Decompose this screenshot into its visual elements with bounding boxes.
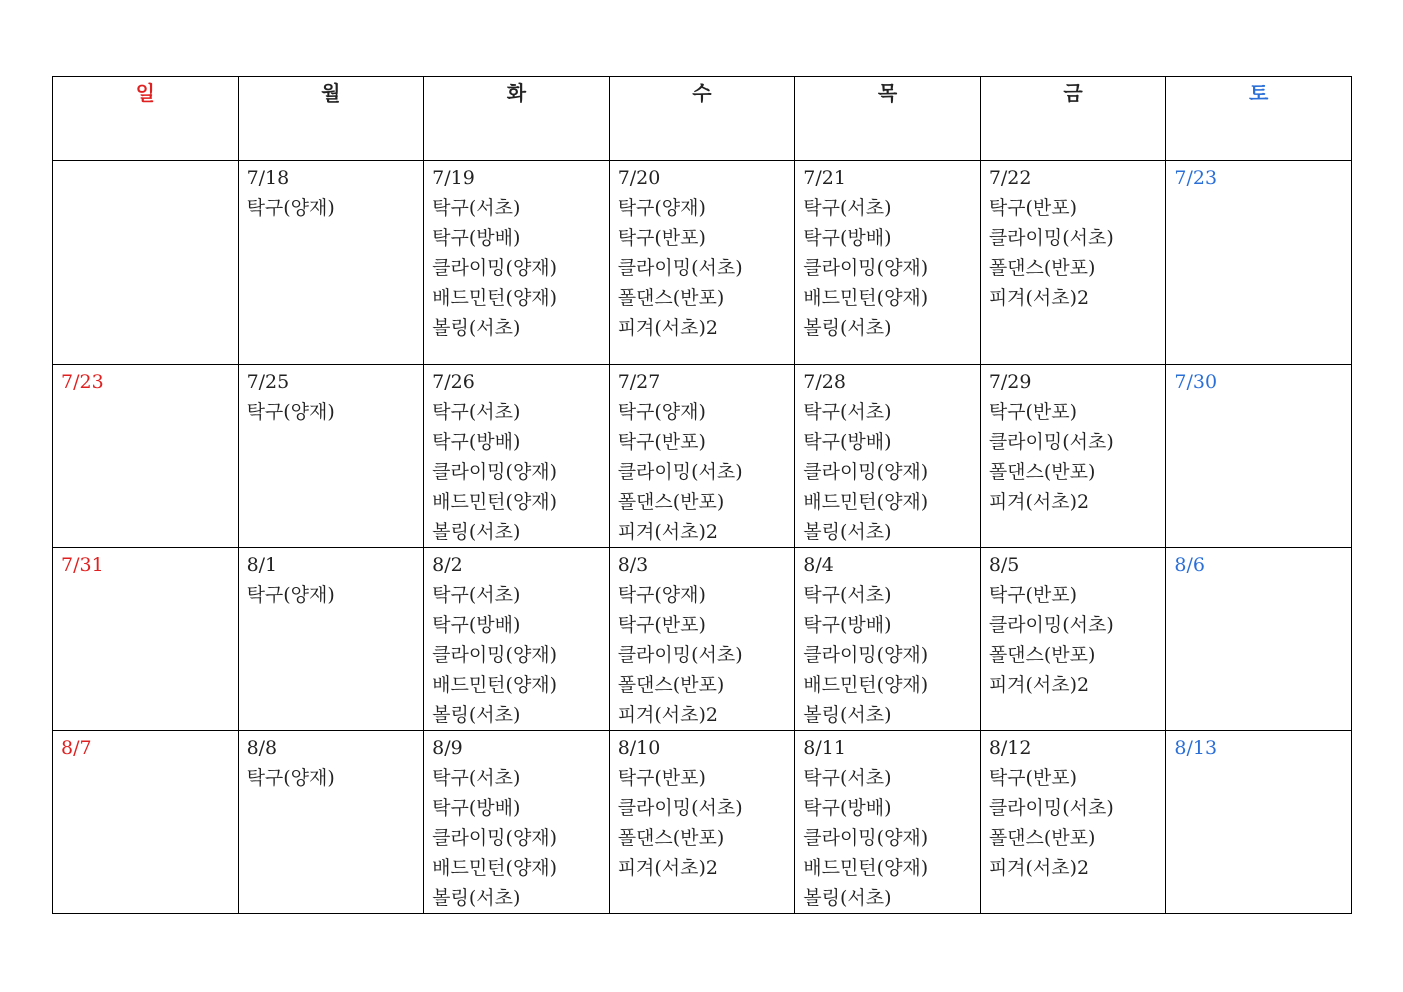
activity-item: 클라이밍(서초) bbox=[617, 257, 743, 279]
day-cell-sunday[interactable] bbox=[53, 161, 239, 365]
day-cell-tuesday[interactable] bbox=[424, 161, 610, 365]
header-wednesday: 수 bbox=[609, 77, 795, 161]
day-cell-monday[interactable] bbox=[238, 161, 424, 365]
day-date: 7/18 bbox=[246, 167, 290, 189]
day-cell-sunday[interactable] bbox=[53, 548, 239, 731]
activity-item: 폴댄스(반포) bbox=[617, 287, 725, 309]
day-cell-saturday[interactable] bbox=[1166, 731, 1352, 914]
header-monday: 월 bbox=[238, 77, 424, 161]
activity-item: 탁구(반포) bbox=[617, 767, 706, 789]
day-date: 7/23 bbox=[61, 371, 104, 393]
activity-item: 피겨(서초)2 bbox=[617, 317, 719, 339]
activity-item: 클라이밍(양재) bbox=[803, 644, 929, 666]
day-date: 8/9 bbox=[432, 737, 463, 759]
activity-item: 클라이밍(양재) bbox=[432, 257, 558, 279]
activity-item: 탁구(양재) bbox=[246, 584, 335, 606]
day-cell-thursday[interactable] bbox=[795, 365, 981, 548]
day-date: 8/8 bbox=[246, 737, 278, 759]
activity-item: 폴댄스(반포) bbox=[617, 491, 725, 513]
activity-item: 탁구(양재) bbox=[617, 584, 706, 606]
week-row bbox=[53, 365, 1352, 548]
activity-item: 볼링(서초) bbox=[803, 317, 892, 339]
activity-item: 배드민턴(양재) bbox=[432, 674, 558, 696]
day-cell-saturday[interactable] bbox=[1166, 548, 1352, 731]
activity-item: 탁구(방배) bbox=[803, 227, 892, 249]
week-row bbox=[53, 731, 1352, 914]
activity-item: 탁구(서초) bbox=[803, 767, 892, 789]
day-date: 7/19 bbox=[432, 167, 475, 189]
day-date: 7/29 bbox=[988, 371, 1032, 393]
activity-item: 탁구(서초) bbox=[432, 401, 521, 423]
calendar-table bbox=[52, 76, 1352, 914]
day-cell-wednesday[interactable] bbox=[609, 365, 795, 548]
activity-item: 클라이밍(양재) bbox=[432, 461, 558, 483]
activity-item: 배드민턴(양재) bbox=[803, 287, 929, 309]
activity-item: 탁구(방배) bbox=[432, 797, 521, 819]
activity-item: 배드민턴(양재) bbox=[432, 287, 558, 309]
activity-item: 탁구(양재) bbox=[246, 401, 335, 423]
activity-item: 클라이밍(양재) bbox=[803, 257, 929, 279]
week-row bbox=[53, 161, 1352, 365]
activity-item: 폴댄스(반포) bbox=[617, 674, 725, 696]
header-thursday: 목 bbox=[795, 77, 981, 161]
activity-item: 볼링(서초) bbox=[803, 521, 892, 543]
activity-item: 피겨(서초)2 bbox=[617, 704, 719, 726]
week-row bbox=[53, 548, 1352, 731]
day-cell-wednesday[interactable] bbox=[609, 161, 795, 365]
activity-item: 볼링(서초) bbox=[432, 317, 521, 339]
weekday-header-row bbox=[53, 77, 1352, 161]
activity-item: 폴댄스(반포) bbox=[988, 257, 1096, 279]
day-date: 7/21 bbox=[803, 167, 846, 189]
day-date: 8/7 bbox=[61, 737, 92, 759]
activity-item: 탁구(반포) bbox=[988, 767, 1078, 789]
activity-item: 볼링(서초) bbox=[432, 887, 521, 909]
day-cell-saturday[interactable] bbox=[1166, 365, 1352, 548]
day-cell-thursday[interactable] bbox=[795, 548, 981, 731]
day-date: 8/2 bbox=[432, 554, 463, 576]
day-cell-saturday[interactable] bbox=[1166, 161, 1352, 365]
day-date: 8/10 bbox=[617, 737, 661, 759]
header-tuesday: 화 bbox=[424, 77, 610, 161]
activity-item: 피겨(서초)2 bbox=[988, 674, 1090, 696]
activity-item: 클라이밍(서초) bbox=[988, 431, 1114, 453]
day-cell-wednesday[interactable] bbox=[609, 731, 795, 914]
day-date: 7/20 bbox=[617, 167, 661, 189]
day-cell-monday[interactable] bbox=[238, 731, 424, 914]
activity-item: 배드민턴(양재) bbox=[432, 491, 558, 513]
activity-item: 탁구(양재) bbox=[246, 767, 335, 789]
day-date: 7/30 bbox=[1174, 371, 1218, 393]
activity-item: 탁구(반포) bbox=[617, 614, 706, 636]
day-cell-monday[interactable] bbox=[238, 548, 424, 731]
day-cell-thursday[interactable] bbox=[795, 731, 981, 914]
day-date: 7/22 bbox=[988, 167, 1032, 189]
activity-item: 탁구(반포) bbox=[617, 431, 706, 453]
activity-item: 폴댄스(반포) bbox=[988, 644, 1096, 666]
activity-item: 탁구(서초) bbox=[803, 401, 892, 423]
day-date: 8/5 bbox=[988, 554, 1020, 576]
day-date: 7/28 bbox=[803, 371, 846, 393]
day-date: 8/3 bbox=[617, 554, 649, 576]
activity-item: 탁구(서초) bbox=[803, 584, 892, 606]
day-date: 7/27 bbox=[617, 371, 661, 393]
day-date: 8/12 bbox=[988, 737, 1032, 759]
day-date: 7/25 bbox=[246, 371, 290, 393]
day-date: 7/23 bbox=[1174, 167, 1218, 189]
activity-item: 폴댄스(반포) bbox=[617, 827, 725, 849]
day-date: 8/11 bbox=[803, 737, 846, 759]
day-cell-friday[interactable] bbox=[980, 161, 1166, 365]
activity-item: 탁구(방배) bbox=[432, 227, 521, 249]
day-cell-thursday[interactable] bbox=[795, 161, 981, 365]
activity-item: 클라이밍(서초) bbox=[988, 614, 1114, 636]
activity-item: 탁구(반포) bbox=[988, 401, 1078, 423]
day-date: 8/1 bbox=[246, 554, 278, 576]
day-cell-monday[interactable] bbox=[238, 365, 424, 548]
activity-item: 피겨(서초)2 bbox=[988, 857, 1090, 879]
activity-item: 피겨(서초)2 bbox=[617, 521, 719, 543]
activity-item: 클라이밍(양재) bbox=[432, 644, 558, 666]
activity-item: 클라이밍(서초) bbox=[988, 227, 1114, 249]
activity-item: 탁구(서초) bbox=[803, 197, 892, 219]
day-date: 8/6 bbox=[1174, 554, 1205, 576]
day-cell-tuesday[interactable] bbox=[424, 548, 610, 731]
activity-item: 클라이밍(서초) bbox=[617, 644, 743, 666]
activity-item: 클라이밍(양재) bbox=[803, 827, 929, 849]
day-date: 8/13 bbox=[1174, 737, 1218, 759]
activity-item: 탁구(양재) bbox=[617, 401, 706, 423]
activity-item: 클라이밍(양재) bbox=[432, 827, 558, 849]
activity-item: 폴댄스(반포) bbox=[988, 827, 1096, 849]
day-cell-sunday[interactable] bbox=[53, 731, 239, 914]
day-cell-friday[interactable] bbox=[980, 731, 1166, 914]
day-date: 7/26 bbox=[432, 371, 475, 393]
header-friday: 금 bbox=[980, 77, 1166, 161]
activity-item: 볼링(서초) bbox=[432, 704, 521, 726]
activity-item: 탁구(서초) bbox=[432, 197, 521, 219]
day-cell-sunday[interactable] bbox=[53, 365, 239, 548]
activity-item: 클라이밍(서초) bbox=[617, 461, 743, 483]
calendar-body bbox=[53, 161, 1352, 914]
activity-item: 탁구(방배) bbox=[803, 614, 892, 636]
activity-item: 배드민턴(양재) bbox=[803, 857, 929, 879]
header-saturday: 토 bbox=[1166, 77, 1352, 161]
activity-item: 탁구(방배) bbox=[432, 431, 521, 453]
day-cell-tuesday[interactable] bbox=[424, 365, 610, 548]
activity-item: 클라이밍(서초) bbox=[617, 797, 743, 819]
activity-item: 탁구(서초) bbox=[432, 767, 521, 789]
activity-item: 클라이밍(양재) bbox=[803, 461, 929, 483]
day-cell-friday[interactable] bbox=[980, 365, 1166, 548]
day-cell-friday[interactable] bbox=[980, 548, 1166, 731]
activity-item: 배드민턴(양재) bbox=[432, 857, 558, 879]
day-cell-wednesday[interactable] bbox=[609, 548, 795, 731]
activity-item: 탁구(반포) bbox=[988, 584, 1078, 606]
activity-item: 탁구(반포) bbox=[617, 227, 706, 249]
day-date: 7/31 bbox=[61, 554, 104, 576]
activity-item: 탁구(방배) bbox=[432, 614, 521, 636]
activity-item: 탁구(양재) bbox=[246, 197, 335, 219]
activity-item: 피겨(서초)2 bbox=[988, 287, 1090, 309]
activity-item: 클라이밍(서초) bbox=[988, 797, 1114, 819]
day-cell-tuesday[interactable] bbox=[424, 731, 610, 914]
activity-item: 피겨(서초)2 bbox=[988, 491, 1090, 513]
activity-item: 탁구(방배) bbox=[803, 797, 892, 819]
activity-item: 볼링(서초) bbox=[432, 521, 521, 543]
activity-item: 볼링(서초) bbox=[803, 887, 892, 909]
activity-item: 배드민턴(양재) bbox=[803, 674, 929, 696]
activity-item: 배드민턴(양재) bbox=[803, 491, 929, 513]
activity-item: 탁구(반포) bbox=[988, 197, 1078, 219]
activity-item: 피겨(서초)2 bbox=[617, 857, 719, 879]
activity-item: 탁구(양재) bbox=[617, 197, 706, 219]
activity-item: 탁구(방배) bbox=[803, 431, 892, 453]
header-sunday: 일 bbox=[53, 77, 239, 161]
activity-item: 탁구(서초) bbox=[432, 584, 521, 606]
activity-item: 볼링(서초) bbox=[803, 704, 892, 726]
activity-item: 폴댄스(반포) bbox=[988, 461, 1096, 483]
day-date: 8/4 bbox=[803, 554, 834, 576]
